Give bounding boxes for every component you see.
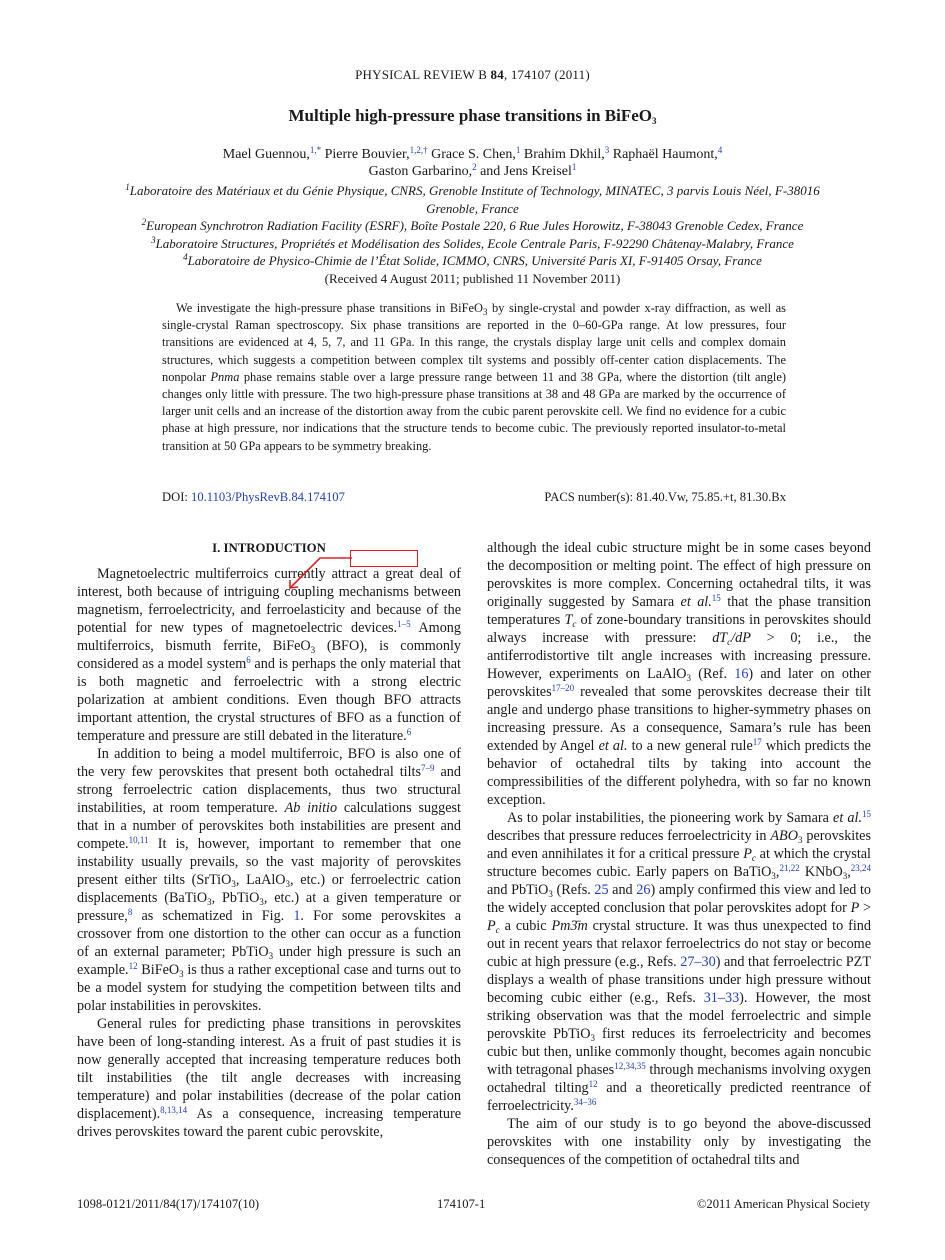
figure-link[interactable]: 1: [293, 908, 301, 924]
reference-link[interactable]: 27–30: [680, 954, 716, 970]
journal-header: PHYSICAL REVIEW B 84, 174107 (2011): [355, 67, 590, 82]
paragraph: General rules for predicting phase transitions in perovskites have been of long-standing interest. As a fruit of past studies it is now generally accepted that increasing temperature reduces both tilt instabilities (the tilt angle decreases with increasing temperature) and polar instabilities (decrease of the polar cation displacement).$^{8,13,14}$ As a consequence, increasing temperature drives perovskites toward the parent cubic perovskite,: [77, 1016, 461, 1140]
citation-link[interactable]: 12: [128, 961, 138, 971]
footer-page-number: 174107-1: [437, 1197, 486, 1211]
paper-title: Multiple high-pressure phase transitions in BiFeO$_3$: [288, 106, 657, 126]
author-footnote-link[interactable]: 3: [604, 145, 610, 155]
footer-copyright: ©2011 American Physical Society: [696, 1197, 870, 1211]
paragraph: As to polar instabilities, the pioneering work by Samara et al.$^{15}$ describes that pressure reduces ferroelectricity in $ABO_3$ perovskites and even annihilates it for a critical pressure $P_c$ at which the crystal structure becomes cubic. Early papers on BaTiO$_3$,$^{21,22}$ KNbO$_3$,$^{23,24}$ and PbTiO$_3$ (Refs. 25 and 26) amply confirmed this view and led to the widely accepted conclusion that polar perovskites adopt for $P > P_c$ a cubic Pm3̄m crystal structure. It was thus unexpected to find out in recent years that relaxor ferroelectrics do not stay or become cubic at high pressure (e.g., Refs. 27–30) and that ferroelectric PZT displays a wealth of phase transitions under high pressure without becoming cubic either (e.g., Refs. 31–33). However, the most striking observation was that the model ferroelectric and simple perovskite PbTiO$_3$ first reduces its ferroelectricity and becomes cubic but then, unlike commonly thought, becomes again noncubic with tetragonal phases$^{12,34,35}$ through mechanisms involving oxygen octahedral tilting$^{12}$ and a theoretically predicted reentrance of ferroelectricity.$^{34-36}$: [487, 809, 872, 1114]
author-footnote-link[interactable]: 1: [571, 162, 577, 172]
citation-link[interactable]: 15: [862, 809, 871, 819]
paragraph: The aim of our study is to go beyond the above-discussed perovskites with one instability only by investigating the consequences of the competition of octahedral tilts and: [487, 1116, 871, 1168]
affiliation: $^3$Laboratoire Structures, Propriétés et Modélisation des Solides, Ecole Centrale Paris, F-92290 Châtenay-Malabry, France: [151, 234, 794, 251]
citation-link[interactable]: 21,22: [779, 863, 800, 873]
paragraph: Magnetoelectric multiferroics currently attract a great deal of interest, both because of intriguing coupling mechanisms between magnetism, ferroelectricity, and ferroelasticity and because of the potential for new types of magnetoelectric devices.$^{1-5}$ Among multiferroics, bismuth ferrite, BiFeO$_3$ (BFO), is commonly considered as a model system$^6$ and is perhaps the only material that is both magnetic and ferroelectric with a strong electric polarization at ambient conditions. Even though BFO attracts important attention, the crystal structures of BFO as a function of temperature and pressure are still debated in the literature.$^6$: [77, 566, 461, 744]
doi-pacs-line: [162, 490, 786, 505]
paragraph: In addition to being a model multiferroic, BFO is also one of the very few perovskites that present both octahedral tilts$^{7-9}$ and strong ferroelectric cation displacements, thus two structural instabilities, at room temperature. Ab initio calculations suggest that in a number of perovskites both instabilities are present and compete.$^{10,11}$ It is, however, important to remember that one instability usually prevails, so the vast majority of perovskites present either tilts (SrTiO$_3$, LaAlO$_3$, etc.) or ferroelectric cation displacements (BaTiO$_3$, PbTiO$_3$, etc.) at a given temperature or pressure,$^8$ as schematized in Fig. 1. For some perovskites a crossover from one distortion to the other can occur as a function of an external parameter; PbTiO$_3$ under high pressure is such an example.$^{12}$ BiFeO$_3$ is thus a rather exceptional case and turns out to be a model system for studying the competition between tilts and polar instabilities in perovskites.: [77, 746, 462, 1014]
article-id: 174107 (2011): [510, 67, 590, 82]
doi-link[interactable]: 10.1103/PhysRevB.84.174107: [191, 490, 345, 504]
citation-link[interactable]: 23,24: [850, 863, 871, 873]
affiliation: $^2$European Synchrotron Radiation Facility (ESRF), Boîte Postale 220, 6 Rue Jules Horowitz, F-38043 Grenoble Cedex, France: [141, 217, 804, 233]
author: Grace S. Chen,$^1$: [431, 145, 521, 162]
citation-link[interactable]: 7–9: [421, 763, 435, 773]
footer-issn: 1098-0121/2011/84(17)/174107(10): [77, 1197, 260, 1211]
right-column: [487, 539, 871, 1169]
pacs-numbers: PACS number(s): 81.40.Vw, 75.85.+t, 81.30.Bx: [544, 490, 786, 504]
author: Raphaël Haumont,$^4$: [612, 145, 723, 162]
author-footnote-link[interactable]: 2: [472, 162, 477, 172]
author-footnote-link[interactable]: 1,2,†: [409, 145, 428, 155]
author: Gaston Garbarino,$^2$: [368, 162, 477, 179]
citation-link[interactable]: 10,11: [128, 835, 149, 845]
citation-link[interactable]: 15: [711, 593, 721, 603]
citation-link[interactable]: 34–36: [573, 1097, 597, 1107]
annotation-arrow-icon: [280, 552, 355, 592]
affiliation: $^1$Laboratoire des Matériaux et du Génie Physique, CNRS, Grenoble Institute of Technology, MINATEC, 3 parvis Louis Néel, F-38016 Grenoble, France: [125, 182, 820, 216]
reference-link[interactable]: 31–33: [703, 990, 740, 1006]
affiliation: $^4$Laboratoire de Physico-Chimie de l’État Solide, ICMMO, CNRS, Université Paris XI, F-91405 Orsay, France: [183, 252, 762, 268]
paragraph: although the ideal cubic structure might be in some cases beyond the decomposition or melting point. The effect of high pressure on perovskites is more complex. Concerning octahedral tilts, it was originally suggested by Samara et al.$^{15}$ that the phase transition temperatures $T_c$ of zone-boundary transitions in perovskites should always increase with pressure: $dT_c/dP > 0$; i.e., the antiferrodistortive tilt angle increases with increasing pressure. However, experiments on LaAlO$_3$ (Ref. 16) and later on other perovskites$^{17-20}$ revealed that some perovskites decrease their tilt angle and undergo phase transitions to higher-symmetry phases on increasing pressure. As a consequence, Samara’s rule has been extended by Angel et al. to a new general rule$^{17}$ which predicts the behavior of octahedral tilts by taking into account the compressibilities of the different polyhedra, with so far no known exception.: [487, 540, 872, 808]
reference-link[interactable]: 25: [594, 882, 609, 898]
annotation-box: [350, 550, 418, 567]
left-column: [77, 539, 461, 1141]
author: Brahim Dkhil,$^3$: [523, 145, 610, 162]
author-footnote-link[interactable]: 1: [515, 145, 521, 155]
citation-link[interactable]: 12,34,35: [614, 1061, 646, 1071]
received-date: (Received 4 August 2011; published 11 November 2011): [324, 270, 621, 286]
citation-link[interactable]: 8: [127, 907, 133, 917]
citation-link[interactable]: 6: [406, 727, 412, 737]
citation-link[interactable]: 17: [752, 737, 762, 747]
author: Pierre Bouvier,$^{1,2,\dagger}$: [324, 145, 428, 162]
author-footnote-link[interactable]: 1,*: [309, 145, 322, 155]
page-footer: [77, 1197, 870, 1212]
citation-link[interactable]: 12: [588, 1079, 598, 1089]
affiliation-list: [110, 182, 835, 287]
journal-volume: 84: [490, 67, 504, 82]
reference-link[interactable]: 16: [734, 666, 749, 682]
citation-link[interactable]: 6: [246, 655, 251, 665]
citation-link[interactable]: 1–5: [397, 619, 411, 629]
doi-label: DOI:: [162, 490, 188, 504]
section-heading: I. INTRODUCTION: [212, 541, 326, 555]
author: and Jens Kreisel$^1$: [480, 162, 577, 179]
author-footnote-link[interactable]: 4: [717, 145, 723, 155]
journal-name: PHYSICAL REVIEW B: [355, 67, 488, 82]
citation-link[interactable]: 8,13,14: [160, 1105, 188, 1115]
abstract: We investigate the high-pressure phase transitions in BiFeO$_3$ by single-crystal and powder x-ray diffraction, as well as single-crystal Raman spectroscopy. Six phase transitions are reported in the 0–60-GPa range. At low pressures, four transitions are evidenced at 4, 5, 7, and 11 GPa. In this range, the crystals display large unit cells and complex domain structures, which suggests a competition between complex tilt systems and possibly off-center cation displacements. The nonpolar Pnma phase remains stable over a large pressure range between 11 and 38 GPa, where the distortion (tilt angle) changes only little with pressure. The two high-pressure phase transitions at 38 and 48 GPa are marked by the occurrence of larger unit cells and an increase of the distortion away from the cubic parent perovskite cell. We find no evidence for a cubic phase at high pressure, nor indications that the structure tends to become cubic. The previously reported insulator-to-metal transition at 50 GPa appears to be symmetry breaking.: [162, 301, 786, 453]
citation-link[interactable]: 17–20: [551, 683, 575, 693]
author: Mael Guennou,$^{1,*}$: [222, 145, 322, 162]
author-list: [150, 146, 795, 180]
reference-link[interactable]: 26: [636, 882, 651, 898]
